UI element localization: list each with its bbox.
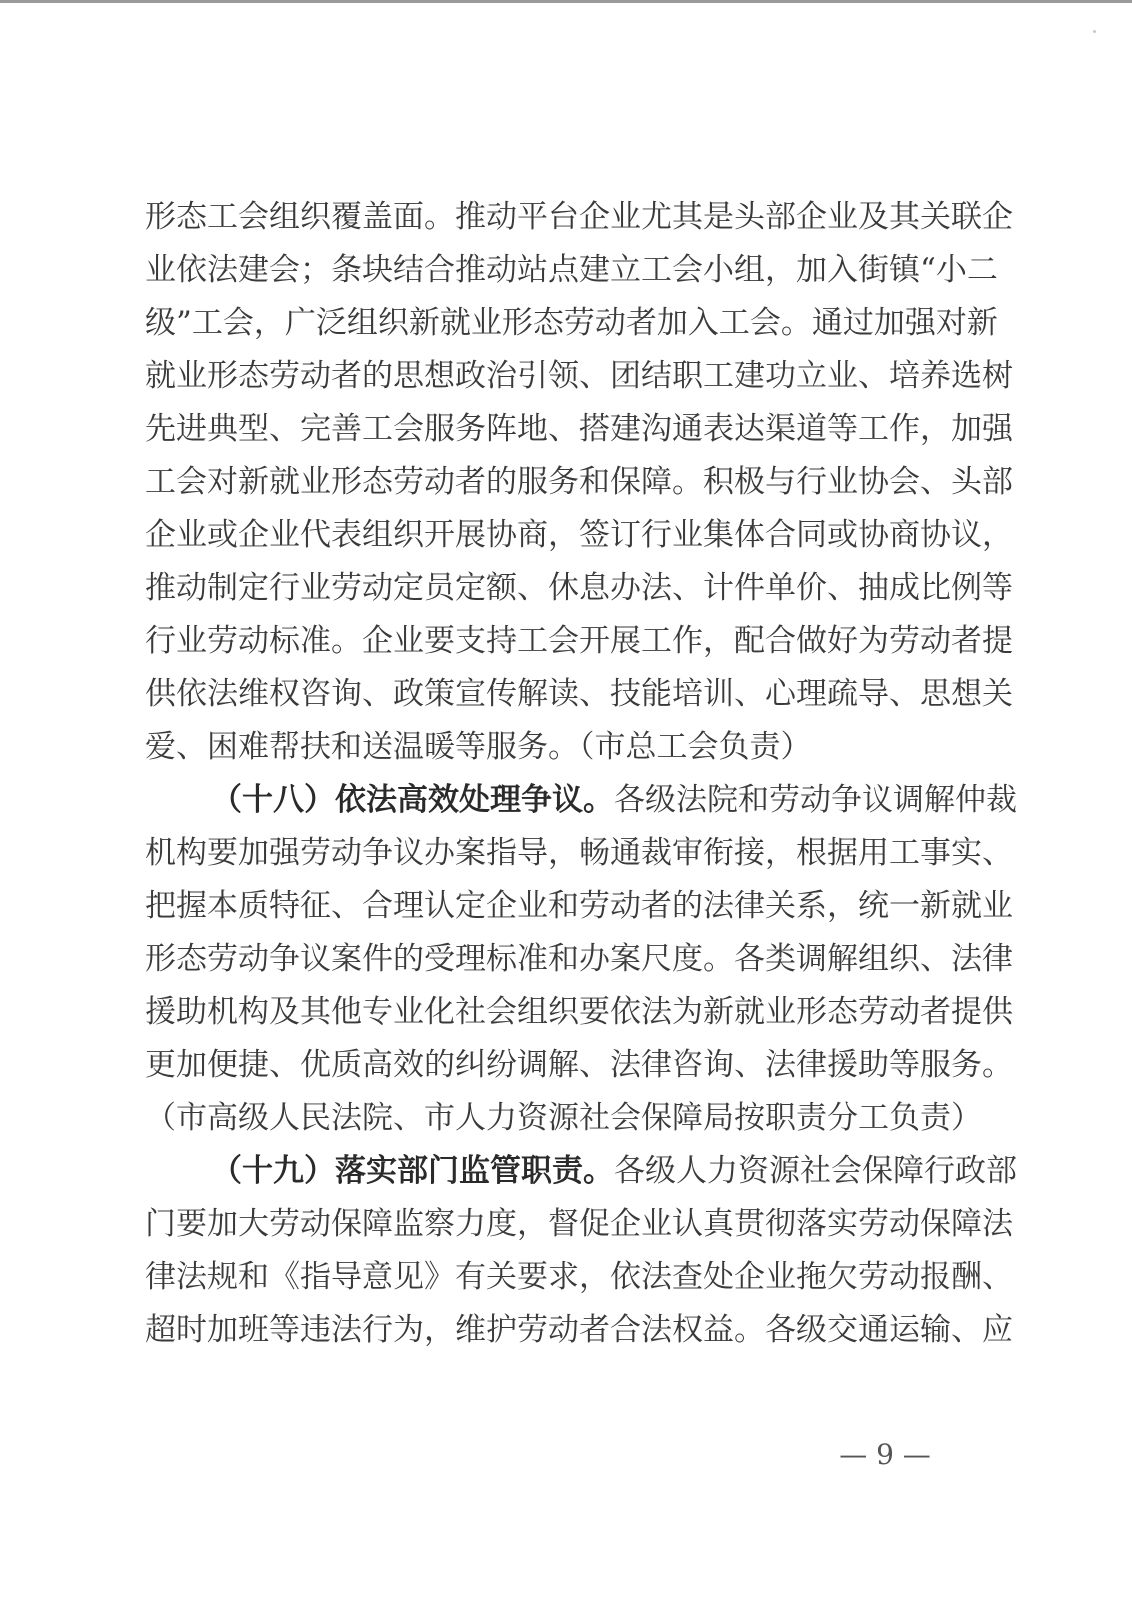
scan-speck (1093, 30, 1096, 33)
text-line: （市高级人民法院、市人力资源社会保障局按职责分工负责） (145, 1100, 982, 1136)
paragraph-first-line (145, 1145, 1017, 1198)
text-line: 就业形态劳动者的思想政治引领、团结职工建功立业、培养选树 (145, 358, 1013, 394)
text-line: 把握本质特征、合理认定企业和劳动者的法律关系，统一新就业 (145, 888, 1013, 924)
paragraph-supervision (145, 1145, 1017, 1357)
text-line: 先进典型、完善工会服务阵地、搭建沟通表达渠道等工作，加强 (145, 411, 1013, 447)
text-line: 企业或企业代表组织开展协商，签订行业集体合同或协商协议， (145, 517, 1013, 553)
text-line: 业依法建会；条块结合推动站点建立工会小组，加入街镇“小二 (145, 252, 998, 288)
text-line: 律法规和《指导意见》有关要求，依法查处企业拖欠劳动报酬、 (145, 1259, 1013, 1295)
text-line: 工会对新就业形态劳动者的服务和保障。积极与行业协会、头部 (145, 464, 1013, 500)
text-run: 各级人力资源社会保障行政部 (614, 1153, 1017, 1189)
text-line: 级”工会，广泛组织新就业形态劳动者加入工会。通过加强对新 (145, 305, 998, 341)
paragraph-first-line (145, 774, 1017, 827)
text-line: 门要加大劳动保障监察力度，督促企业认真贯彻落实劳动保障法 (145, 1206, 1013, 1242)
section-heading-19: （十九）落实部门监管职责。 (211, 1153, 614, 1189)
text-line: 行业劳动标准。企业要支持工会开展工作，配合做好为劳动者提 (145, 623, 1013, 659)
text-line: 爱、困难帮扶和送温暖等服务。（市总工会负责） (145, 729, 812, 765)
text-line: 供依法维权咨询、政策宣传解读、技能培训、心理疏导、思想关 (145, 676, 1013, 712)
paragraph-dispute-handling (145, 774, 1017, 1145)
text-line: 超时加班等违法行为，维护劳动者合法权益。各级交通运输、应 (145, 1312, 1013, 1348)
scan-top-border (0, 0, 1132, 3)
text-line: 形态劳动争议案件的受理标准和办案尺度。各类调解组织、法律 (145, 941, 1013, 977)
section-heading-18: （十八）依法高效处理争议。 (211, 782, 614, 818)
page-number: — 9 — (839, 1438, 931, 1471)
document-body (145, 191, 1017, 1357)
paragraph-union-coverage (145, 191, 1013, 774)
text-line: 机构要加强劳动争议办案指导，畅通裁审衔接，根据用工事实、 (145, 835, 1013, 871)
text-line: 更加便捷、优质高效的纠纷调解、法律咨询、法律援助等服务。 (145, 1047, 1013, 1083)
text-run: 各级法院和劳动争议调解仲裁 (614, 782, 1017, 818)
text-line: 推动制定行业劳动定员定额、休息办法、计件单价、抽成比例等 (145, 570, 1013, 606)
text-line: 援助机构及其他专业化社会组织要依法为新就业形态劳动者提供 (145, 994, 1013, 1030)
text-line: 形态工会组织覆盖面。推动平台企业尤其是头部企业及其关联企 (145, 199, 1013, 235)
